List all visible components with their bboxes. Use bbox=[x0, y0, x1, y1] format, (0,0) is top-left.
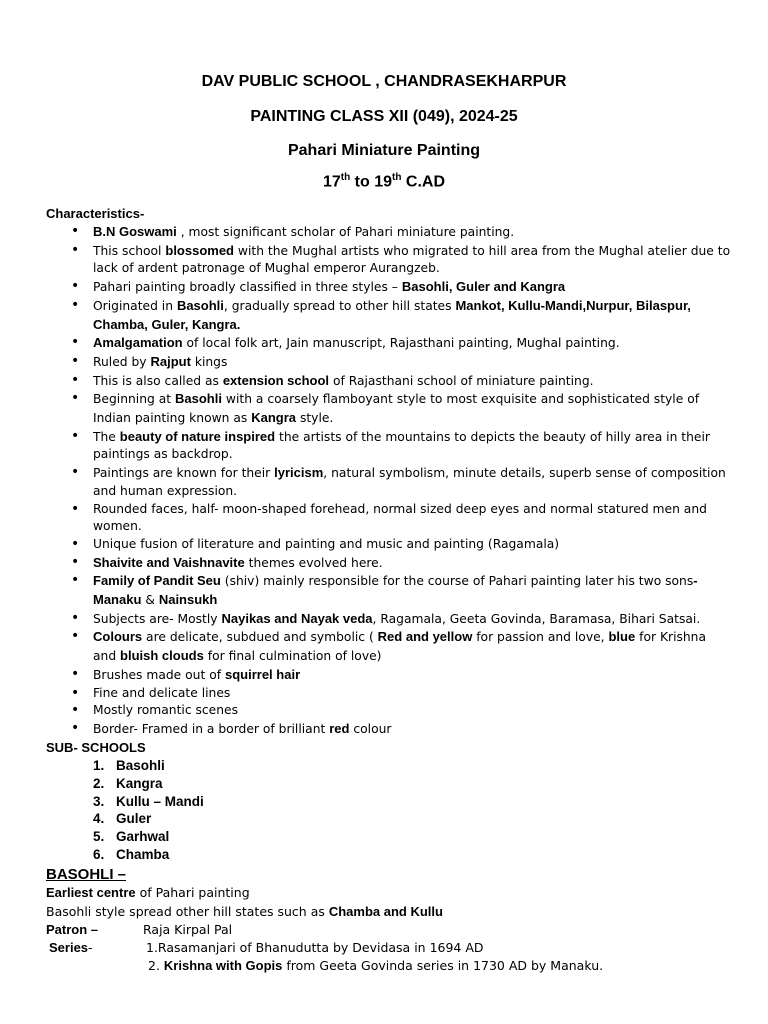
earliest-centre-line: Earliest centre of Pahari painting bbox=[46, 885, 250, 900]
characteristic-item: • Ruled by Rajput kings bbox=[71, 353, 733, 372]
series-line: Series- bbox=[49, 940, 93, 955]
characteristic-item: • Family of Pandit Seu (shiv) mainly responsible for the course of Pahari painting later his two sons- Manaku & Nainsukh bbox=[71, 572, 733, 609]
sub-schools-heading: SUB- SCHOOLS bbox=[46, 740, 146, 755]
characteristics-heading: Characteristics- bbox=[46, 206, 145, 221]
patron-line: Patron – Raja Kirpal Pal bbox=[46, 922, 233, 937]
class-title: PAINTING CLASS XII (049), 2024-25 bbox=[250, 108, 518, 125]
sub-school-item: 6. Chamba bbox=[93, 846, 170, 862]
characteristic-item: • Mostly romantic scenes bbox=[71, 702, 733, 720]
characteristic-item: • B.N Goswami , most significant scholar of Pahari miniature painting. bbox=[71, 223, 733, 242]
period-title: 17th to 19th C.AD bbox=[322, 172, 446, 191]
characteristic-item: • Rounded faces, half- moon-shaped forehead, normal sized deep eyes and normal statured men and women. bbox=[71, 501, 733, 536]
characteristics-list bbox=[71, 223, 733, 739]
characteristic-item: • Fine and delicate lines bbox=[71, 685, 733, 703]
characteristic-item: • Border- Framed in a border of brilliant red colour bbox=[71, 720, 733, 739]
characteristic-item: • Subjects are- Mostly Nayikas and Nayak veda, Ragamala, Geeta Govinda, Baramasa, Bihari Satsai. bbox=[71, 610, 733, 629]
sub-school-item: 4. Guler bbox=[93, 811, 152, 827]
characteristic-item: • Colours are delicate, subdued and symbolic ( Red and yellow for passion and love, blue for Krishna and bluish clouds for final culmination of love) bbox=[71, 628, 733, 665]
basohli-heading: BASOHLI – bbox=[46, 866, 127, 883]
series-item-1: 1.Rasamanjari of Bhanudutta by Devidasa in 1694 AD bbox=[146, 940, 484, 955]
characteristic-item: • Unique fusion of literature and painting and music and painting (Ragamala) bbox=[71, 536, 733, 554]
sub-school-item: 1. Basohli bbox=[93, 758, 165, 773]
characteristic-item: • This is also called as extension school of Rajasthani school of miniature painting. bbox=[71, 372, 733, 391]
sub-school-item: 3. Kullu – Mandi bbox=[93, 793, 204, 809]
characteristic-item: • Paintings are known for their lyricism, natural symbolism, minute details, superb sense of composition and human expression. bbox=[71, 464, 733, 500]
characteristic-item: • Beginning at Basohli with a coarsely flamboyant style to most exquisite and sophisticated style of Indian painting known as Kangra style. bbox=[71, 390, 733, 427]
topic-title: Pahari Miniature Painting bbox=[287, 142, 481, 159]
characteristic-item: • Shaivite and Vaishnavite themes evolved here. bbox=[71, 554, 733, 573]
sub-school-item: 2. Kangra bbox=[93, 775, 163, 791]
series-item-2: 2. Krishna with Gopis from Geeta Govinda series in 1730 AD by Manaku. bbox=[148, 958, 604, 973]
characteristic-item: • Amalgamation of local folk art, Jain manuscript, Rajasthani painting, Mughal painting. bbox=[71, 334, 733, 353]
characteristic-item: • Pahari painting broadly classified in three styles – Basohli, Guler and Kangra bbox=[71, 278, 733, 297]
characteristic-item: • The beauty of nature inspired the artists of the mountains to depicts the beauty of hilly area in their paintings as backdrop. bbox=[71, 428, 733, 464]
characteristic-item: • This school blossomed with the Mughal artists who migrated to hill area from the Mughal atelier due to lack of ardent patronage of Mughal emperor Aurangzeb. bbox=[71, 242, 733, 278]
characteristic-item: • Brushes made out of squirrel hair bbox=[71, 666, 733, 685]
sub-schools-list bbox=[93, 757, 204, 864]
characteristic-item: • Originated in Basohli, gradually spread to other hill states Mankot, Kullu-Mandi,Nurpur, Bilaspur, Chamba, Guler, Kangra. bbox=[71, 297, 733, 334]
spread-line: Basohli style spread other hill states such as Chamba and Kullu bbox=[46, 904, 443, 919]
sub-school-item: 5. Garhwal bbox=[93, 829, 170, 845]
school-name: DAV PUBLIC SCHOOL , CHANDRASEKHARPUR bbox=[201, 73, 567, 90]
